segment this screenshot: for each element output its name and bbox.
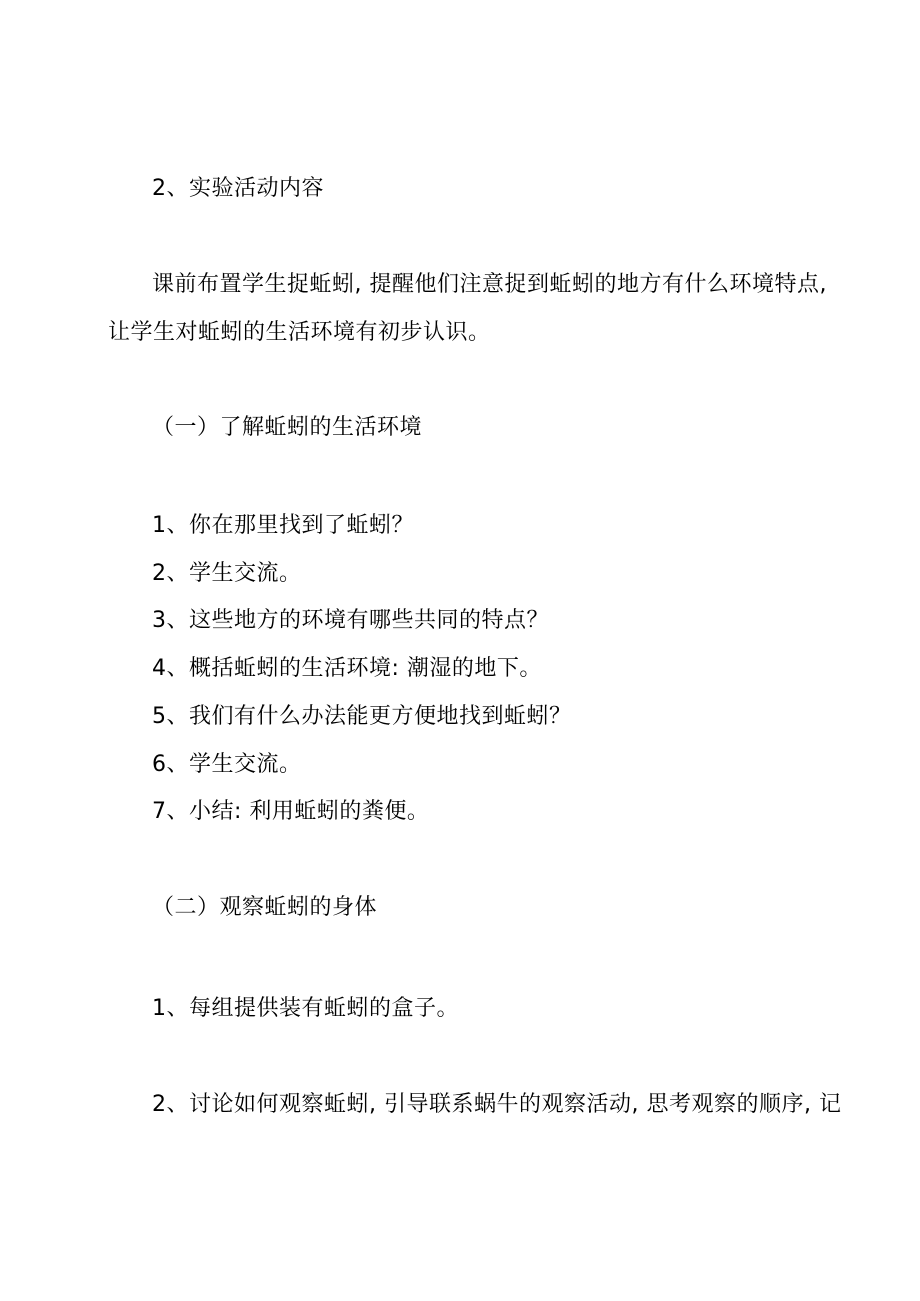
part1-item: 7、小结: 利用蚯蚓的粪便。 [152,799,430,824]
part1-item: 3、这些地方的环境有哪些共同的特点？ [152,608,549,633]
part2-title: （二）观察蚯蚓的身体 [152,895,378,920]
part2-item: 1、每组提供装有蚯蚓的盒子。 [152,996,459,1021]
part1-item: 1、你在那里找到了蚯蚓？ [152,513,414,538]
part2-item: 2、讨论如何观察蚯蚓, 引导联系蜗牛的观察活动, 思考观察的顺序, 记 [152,1092,842,1117]
intro-paragraph-line-1: 课前布置学生捉蚯蚓, 提醒他们注意捉到蚯蚓的地方有什么环境特点, [152,272,827,297]
part1-item: 5、我们有什么办法能更方便地找到蚯蚓？ [152,704,572,729]
part1-item: 6、学生交流。 [152,752,302,777]
section-heading: 2、实验活动内容 [152,176,324,201]
part1-item: 4、概括蚯蚓的生活环境: 潮湿的地下。 [152,656,542,681]
part1-title: （一）了解蚯蚓的生活环境 [152,415,423,440]
intro-paragraph-line-2: 让学生对蚯蚓的生活环境有初步认识。 [108,320,491,345]
part1-item: 2、学生交流。 [152,561,302,586]
